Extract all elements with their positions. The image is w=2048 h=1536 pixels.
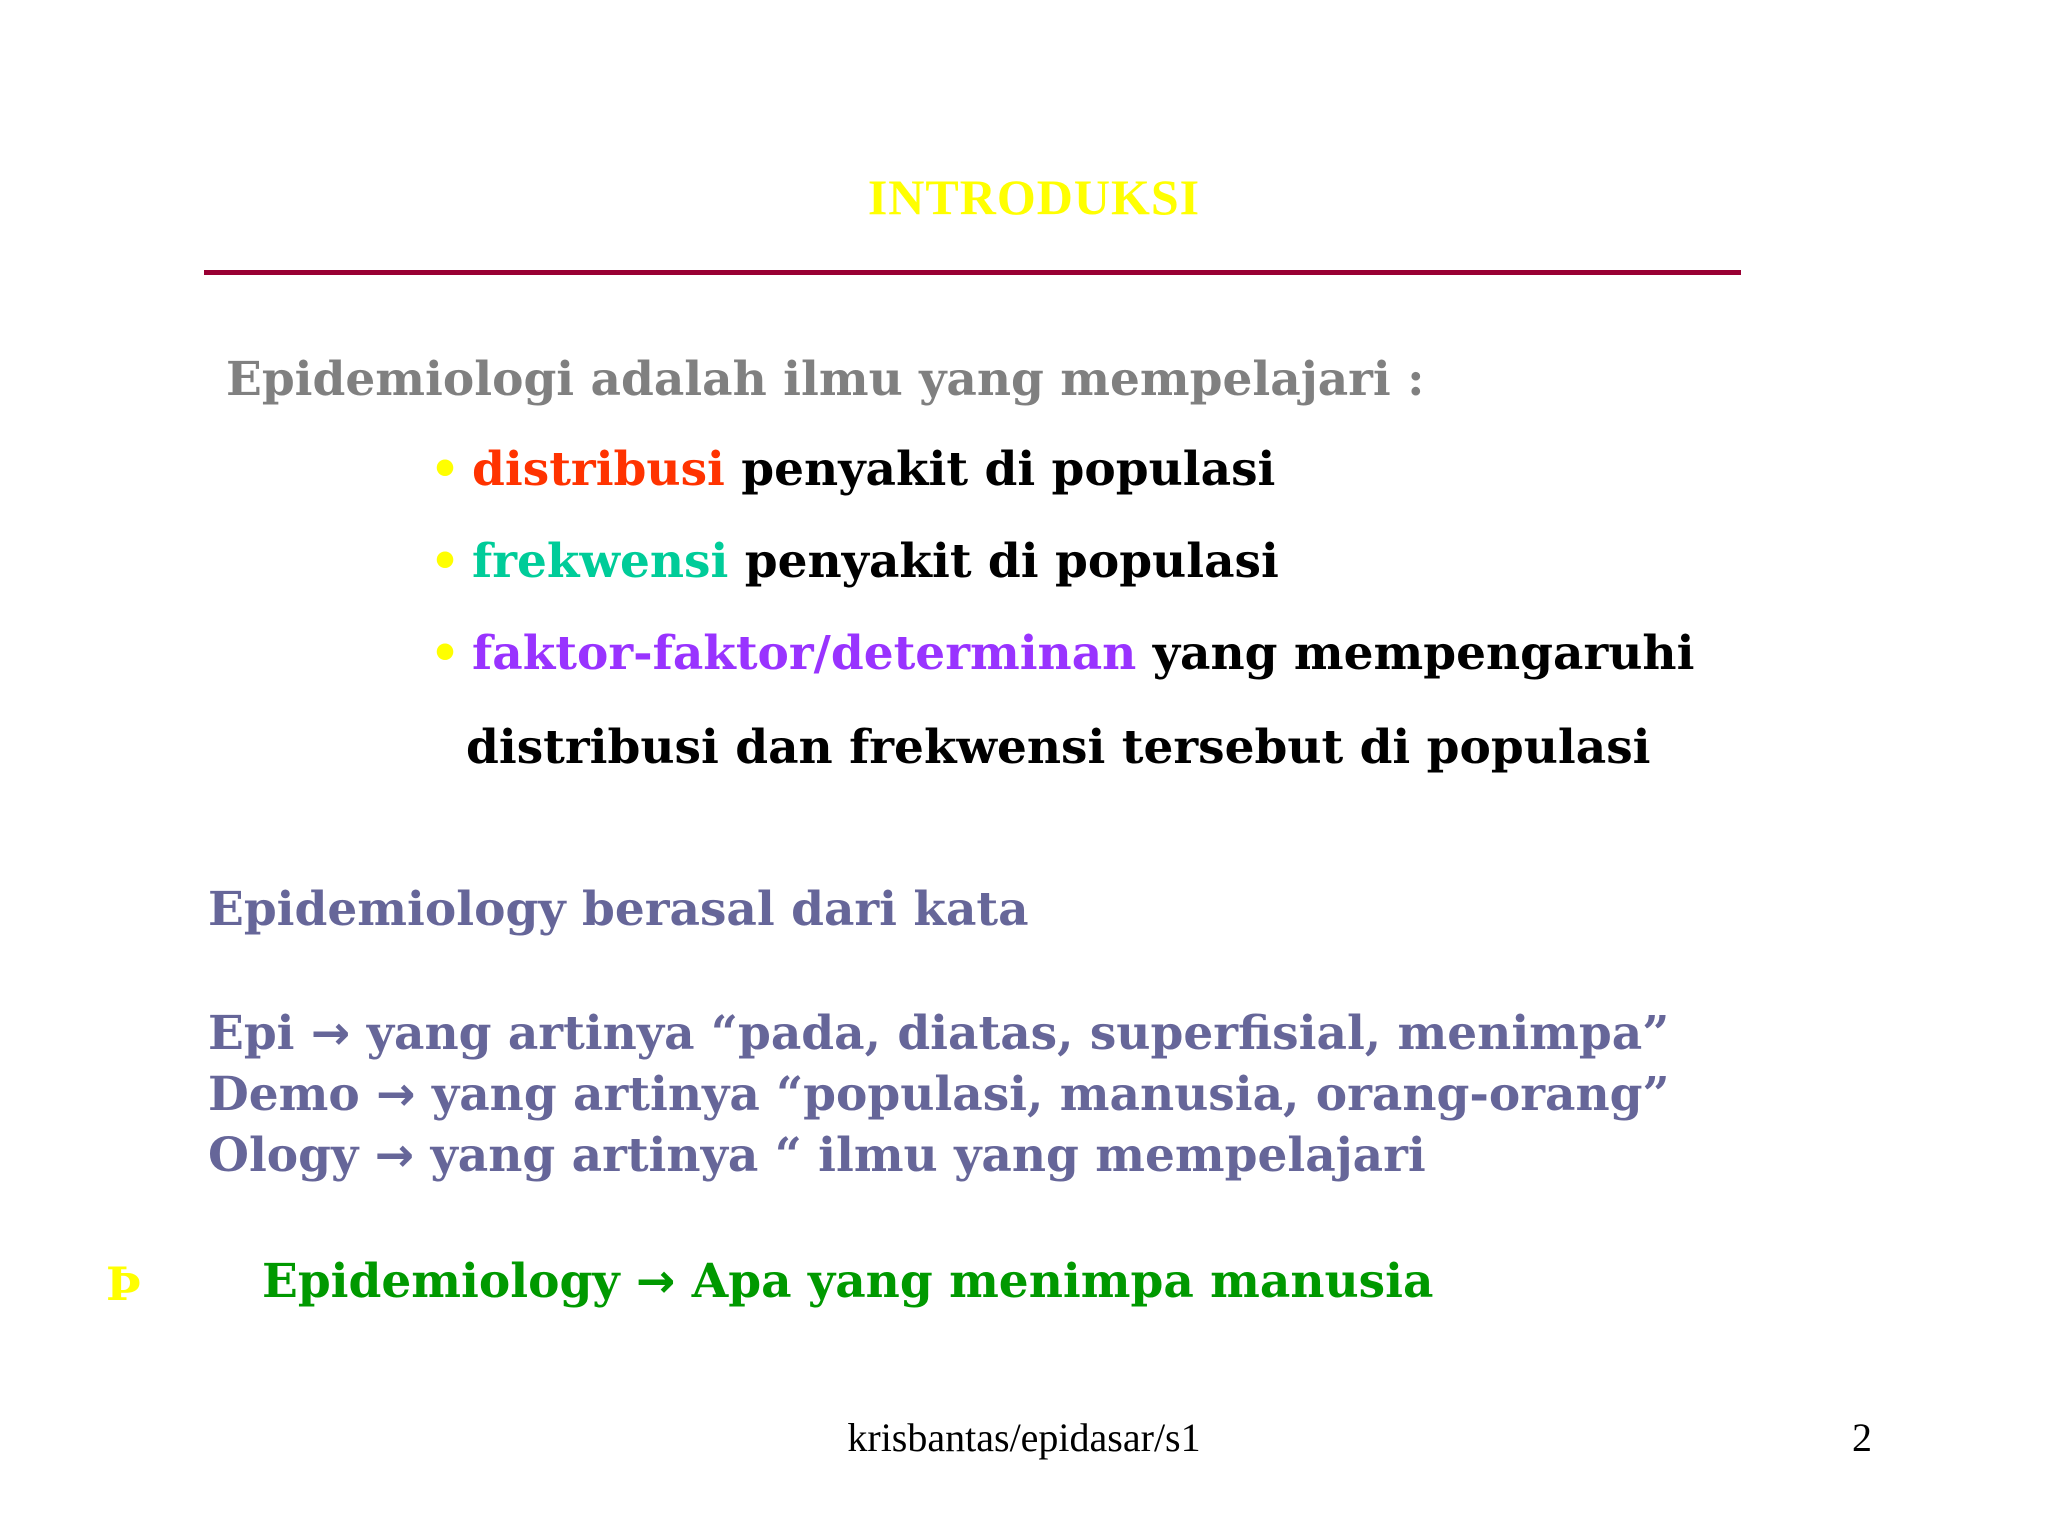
slide-footer: krisbantas/epidasar/s1	[847, 1415, 1201, 1460]
etymology-line-demo	[208, 1067, 1670, 1122]
conclusion-term: Epidemiology	[262, 1254, 620, 1309]
arrow-icon: →	[636, 1254, 676, 1309]
bullet-continuation: distribusi dan frekwensi tersebut di populasi	[466, 720, 1651, 775]
bullet-dot: •	[430, 626, 461, 681]
bullet-item	[430, 442, 1275, 497]
bullet-text: penyakit di populasi	[728, 534, 1279, 589]
etymology-line-epi	[208, 1006, 1669, 1061]
conclusion-line	[262, 1254, 1433, 1309]
conclusion-symbol: Þ	[106, 1257, 141, 1311]
slide-title: INTRODUKSI	[867, 169, 1201, 225]
etymology-meaning: yang artinya “pada, diatas, superfisial, menimpa”	[366, 1006, 1670, 1061]
conclusion-meaning: Apa yang menimpa manusia	[691, 1254, 1434, 1309]
bullet-text: penyakit di populasi	[724, 442, 1276, 497]
etymology-word: Ology	[208, 1128, 359, 1183]
intro-text: Epidemiologi adalah ilmu yang mempelajari :	[226, 352, 1425, 407]
bullet-item	[430, 534, 1279, 589]
arrow-icon: →	[374, 1128, 415, 1183]
page-number: 2	[1852, 1415, 1872, 1460]
bullet-text: yang mempengaruhi	[1136, 626, 1695, 681]
arrow-icon: →	[310, 1006, 351, 1061]
etymology-word: Demo	[208, 1067, 360, 1122]
arrow-icon: →	[376, 1067, 416, 1122]
bullet-keyword-frekwensi: frekwensi	[472, 534, 729, 589]
bullet-keyword-faktor: faktor-faktor/determinan	[472, 626, 1137, 681]
bullet-keyword-distribusi: distribusi	[472, 442, 725, 497]
bullet-dot: •	[430, 442, 461, 497]
etymology-meaning: yang artinya “ ilmu yang mempelajari	[430, 1128, 1426, 1183]
etymology-line-ology	[208, 1128, 1426, 1183]
title-underline	[204, 270, 1741, 275]
bullet-item	[430, 626, 1694, 681]
etymology-word: Epi	[208, 1006, 295, 1061]
bullet-dot: •	[430, 534, 461, 589]
origin-heading: Epidemiology berasal dari kata	[208, 882, 1029, 937]
etymology-meaning: yang artinya “populasi, manusia, orang-orang”	[431, 1067, 1670, 1122]
